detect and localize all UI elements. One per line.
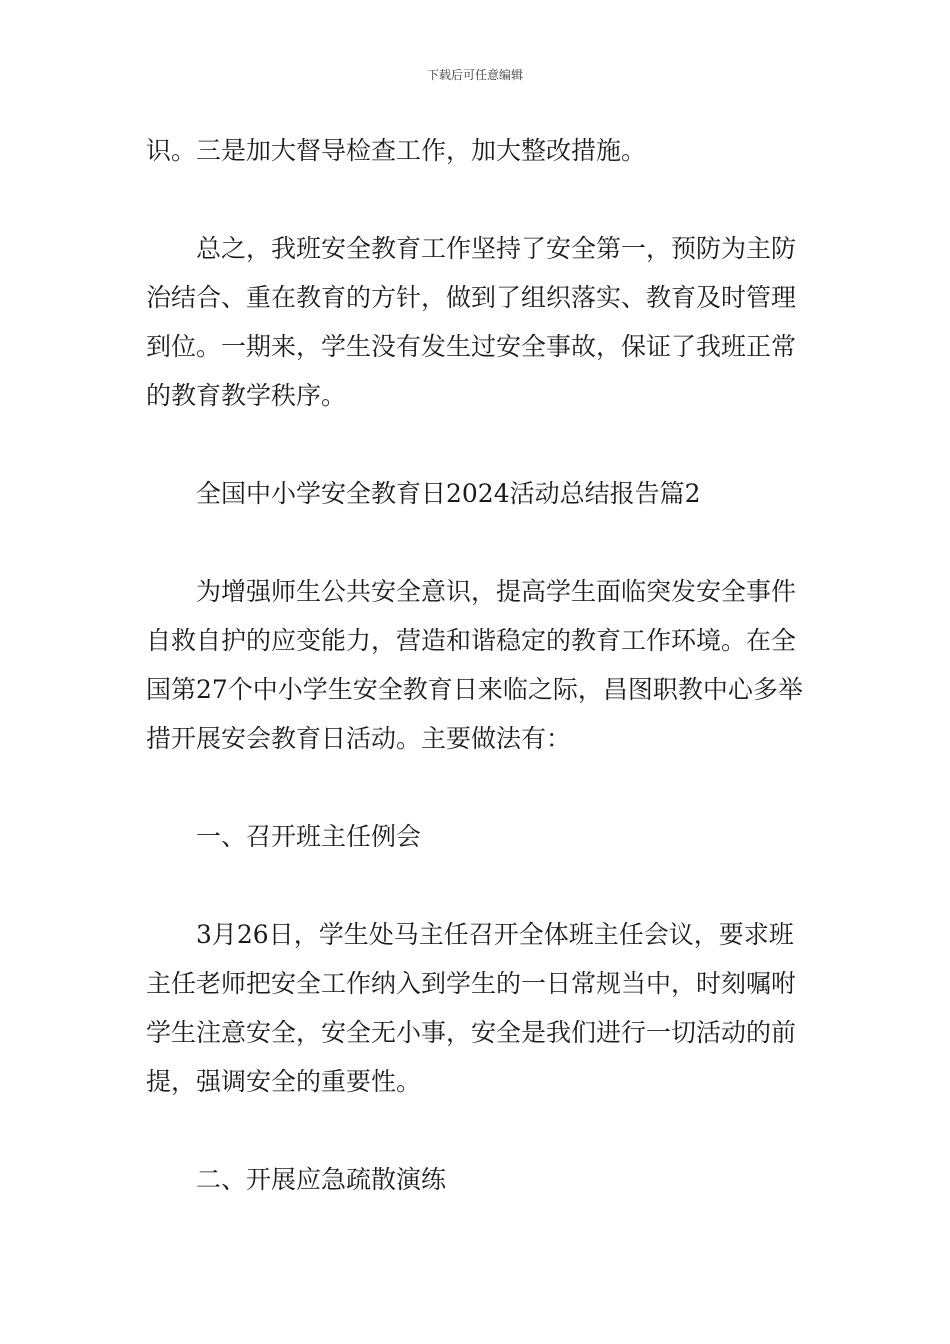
page-header-note: 下载后可任意编辑: [426, 68, 523, 82]
paragraph-item-1: 3月26日，学生处马主任召开全体班主任会议，要求班主任老师把安全工作纳入到学生的一日常规当中，时刻嘱咐学生注意安全，安全无小事，安全是我们进行一切活动的前提，强调安全的重要性。: [146, 920, 797, 1096]
section-title: 全国中小学安全教育日2024活动总结报告篇2: [196, 479, 701, 508]
heading-item-2: 二、开展应急疏散演练: [196, 1165, 447, 1194]
document-body: [146, 126, 814, 1253]
paragraph-intro: 为增强师生公共安全意识，提高学生面临突发安全事件自救自护的应变能力，营造和谐稳定的教育工作环境。在全国第27个中小学生安全教育日来临之际，昌图职教中心多举措开展安会教育日活动。主要做法有：: [146, 577, 803, 753]
paragraph-summary: 总之，我班安全教育工作坚持了安全第一，预防为主防治结合、重在教育的方针，做到了组织落实、教育及时管理到位。一期来，学生没有发生过安全事故，保证了我班正常的教育教学秩序。: [146, 234, 797, 410]
heading-item-1: 一、召开班主任例会: [196, 822, 422, 851]
paragraph-continuation: 识。三是加大督导检查工作，加大整改措施。: [146, 136, 647, 165]
